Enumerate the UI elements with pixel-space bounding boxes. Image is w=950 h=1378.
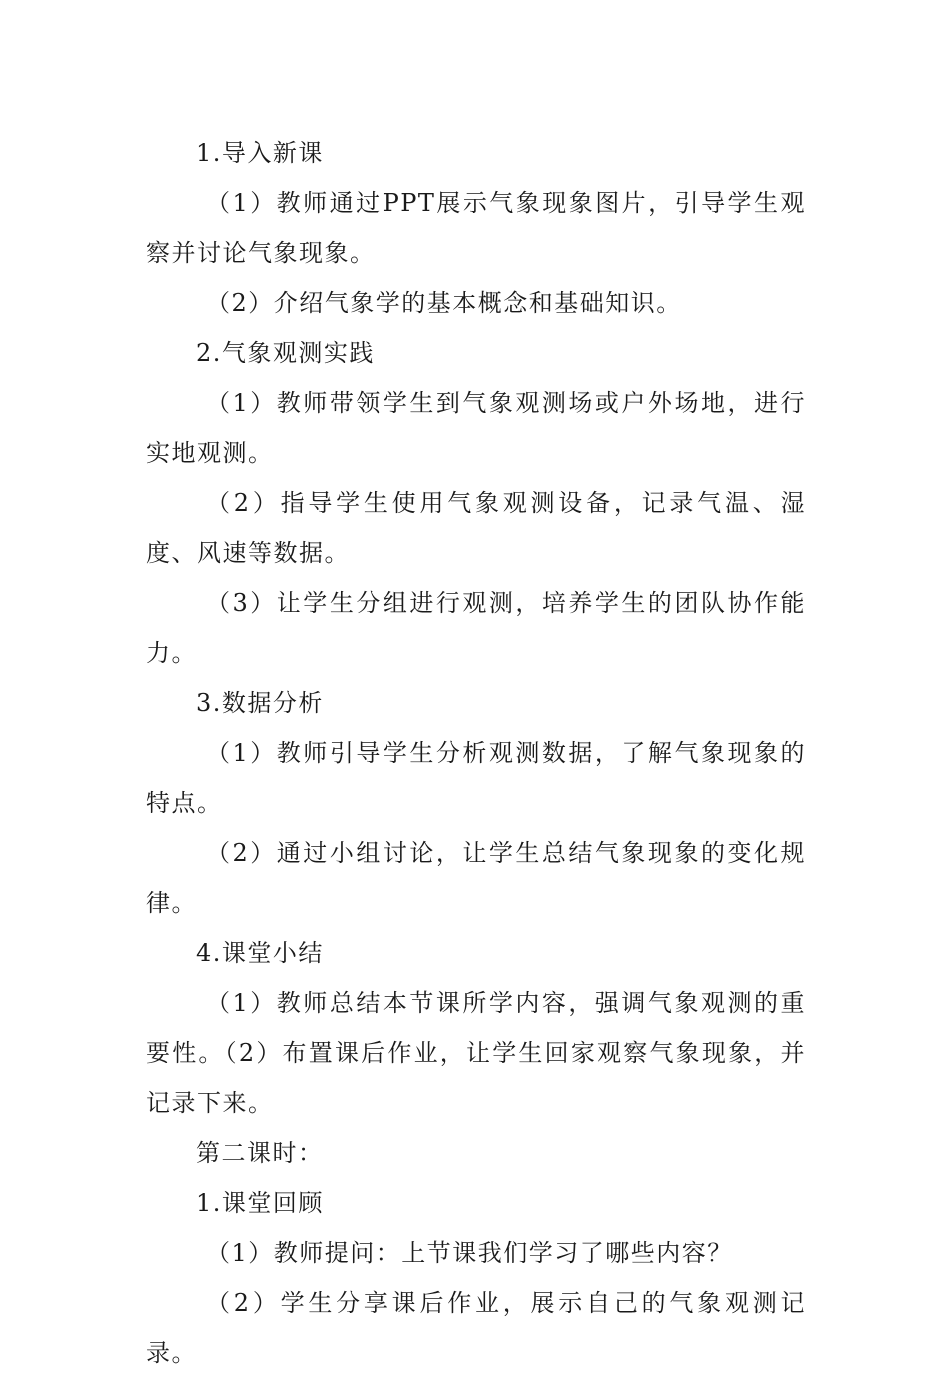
section-heading-analysis: 3.数据分析	[196, 689, 324, 717]
paragraph: （1）教师总结本节课所学内容，强调气象观测的重要性。（2）布置课后作业，让学生回家观察气象现象，并记录下来。	[146, 989, 806, 1117]
paragraph: （1）教师带领学生到气象观测场或户外场地，进行实地观测。	[146, 389, 806, 467]
document-page	[146, 128, 806, 1378]
paragraph: （3）让学生分组进行观测，培养学生的团队协作能力。	[146, 589, 806, 667]
section-heading-summary: 4.课堂小结	[196, 939, 324, 967]
paragraph: （1）教师通过PPT展示气象现象图片，引导学生观察并讨论气象现象。	[146, 189, 806, 267]
lesson-heading: 第二课时：	[196, 1139, 324, 1167]
section-heading-review: 1.课堂回顾	[196, 1189, 324, 1217]
section-heading-import: 1.导入新课	[196, 139, 324, 167]
paragraph: （2）指导学生使用气象观测设备，记录气温、湿度、风速等数据。	[146, 489, 806, 567]
paragraph: （2）学生分享课后作业，展示自己的气象观测记录。	[146, 1289, 806, 1367]
paragraph: （2）介绍气象学的基本概念和基础知识。	[206, 289, 682, 317]
section-heading-practice: 2.气象观测实践	[196, 339, 375, 367]
paragraph: （2）通过小组讨论，让学生总结气象现象的变化规律。	[146, 839, 806, 917]
paragraph: （1）教师引导学生分析观测数据，了解气象现象的特点。	[146, 739, 806, 817]
paragraph: （1）教师提问：上节课我们学习了哪些内容？	[206, 1239, 733, 1267]
